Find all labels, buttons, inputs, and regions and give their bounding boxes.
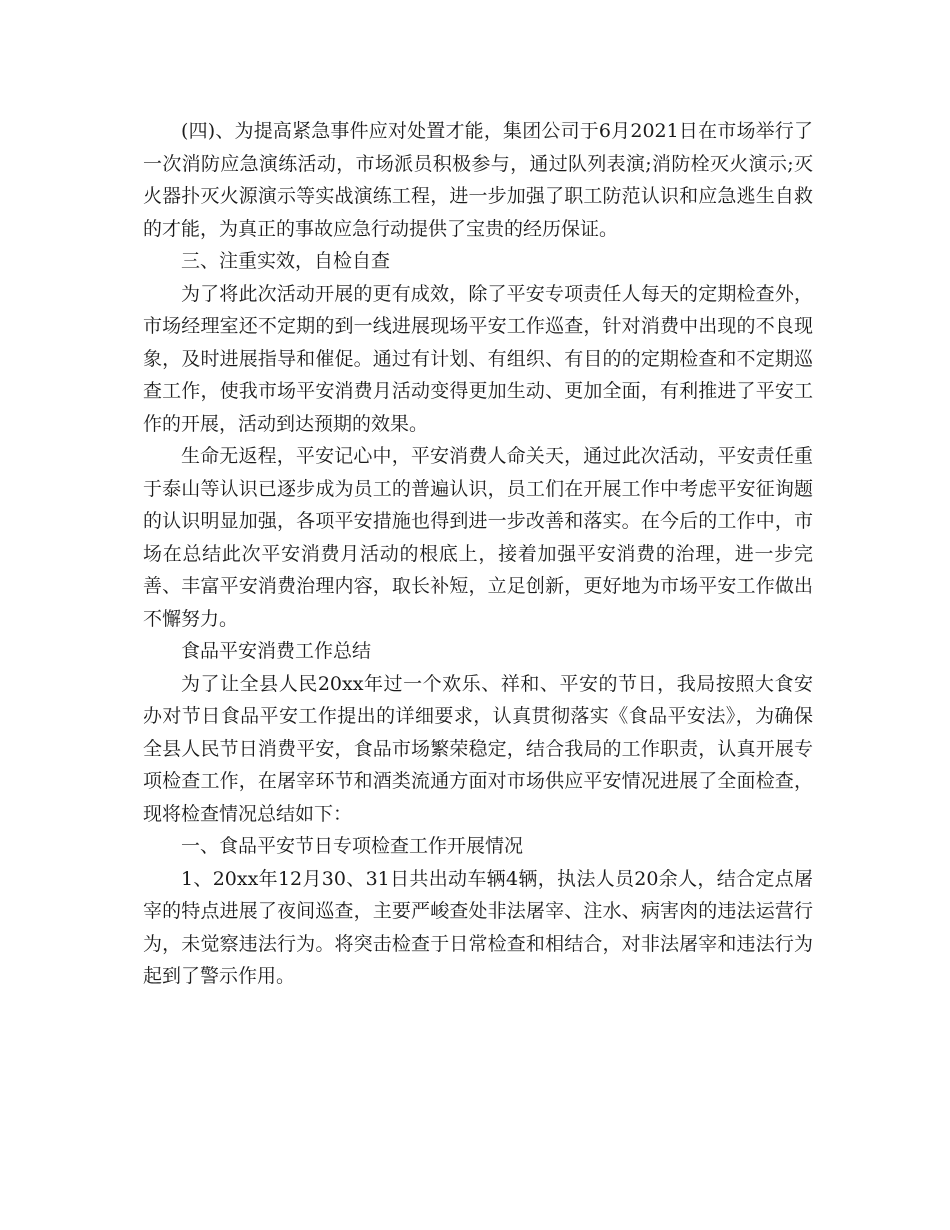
heading-self-inspection: 三、注重实效，自检自查 xyxy=(181,250,391,272)
paragraph-inspection: 为了将此次活动开展的更有成效，除了平安专项责任人每天的定期检查外，市场经理室还不定期的到一线进展现场平安工作巡查，针对消费中出现的不良现象，及时进展指导和催促。通过有计划、有组织、有目的的定期检查和不定期巡查工作，使我市场平安消费月活动变得更加生动、更加全面，有利推进了平安工作的开展，活动到达预期的效果。 xyxy=(143,282,813,435)
paragraph-safety-awareness: 生命无返程，平安记心中，平安消费人命关天，通过此次活动，平安责任重于泰山等认识已逐步成为员工的普遍认识，员工们在开展工作中考虑平安征询题的认识明显加强，各项平安措施也得到进一步改善和落实。在今后的工作中，市场在总结此次平安消费月活动的根底上，接着加强平安消费的治理，进一步完善、丰富平安消费治理内容，取长补短，立足创新，更好地为市场平安工作做出不懈努力。 xyxy=(143,445,813,630)
heading-holiday-inspection: 一、食品平安节日专项检查工作开展情况 xyxy=(181,835,524,857)
document-body xyxy=(143,115,813,993)
paragraph-emergency-drill: (四)、为提高紧急事件应对处置才能，集团公司于6月2021日在市场举行了一次消防应急演练活动，市场派员积极参与，通过队列表演;消防栓灭火演示;灭火器扑灭火源演示等实战演练工程，进一步加强了职工防范认识和应急逃生自救的才能，为真正的事故应急行动提供了宝贵的经历保证。 xyxy=(143,120,813,240)
paragraph-night-patrol: 1、20xx年12月30、31日共出动车辆4辆，执法人员20余人，结合定点屠宰的特点进展了夜间巡查，主要严峻查处非法屠宰、注水、病害肉的违法运营行为，未觉察违法行为。将突击检查于日常检查和相结合，对非法屠宰和违法行为起到了警示作用。 xyxy=(143,867,813,987)
paragraph-food-safety-intro: 为了让全县人民20xx年过一个欢乐、祥和、平安的节日，我局按照大食安办对节日食品平安工作提出的详细要求，认真贯彻落实《食品平安法》，为确保全县人民节日消费平安，食品市场繁荣稳定，结合我局的工作职责，认真开展专项检查工作，在屠宰环节和酒类流通方面对市场供应平安情况进展了全面检查，现将检查情况总结如下： xyxy=(143,672,813,825)
heading-food-safety-summary: 食品平安消费工作总结 xyxy=(181,640,372,662)
